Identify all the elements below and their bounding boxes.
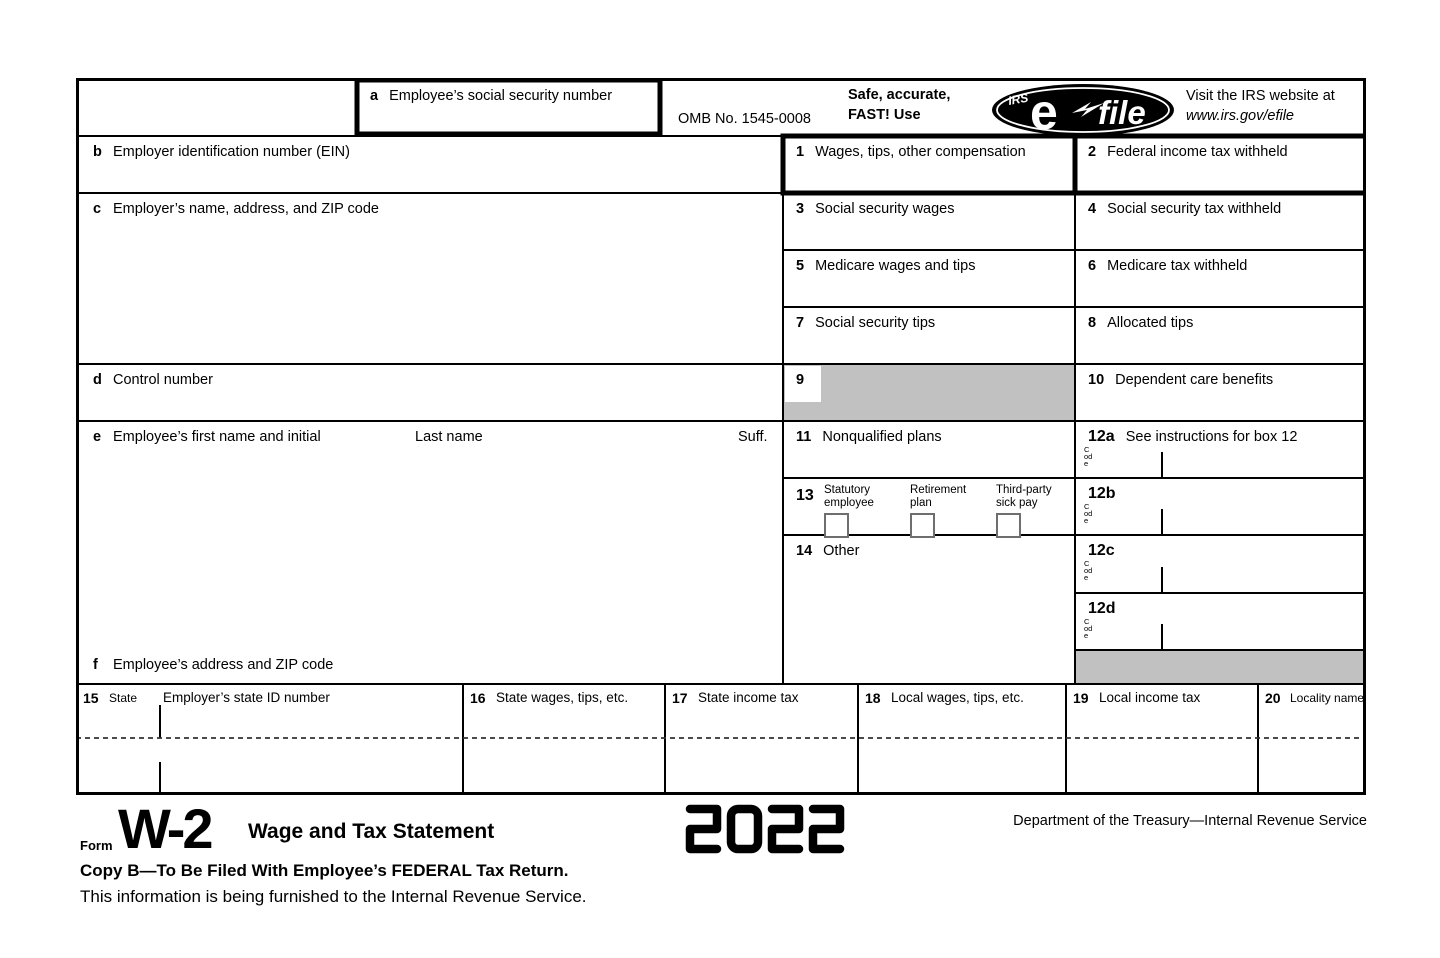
employer-state-id-label: Employer’s state ID number xyxy=(163,690,330,705)
box-number: 20 xyxy=(1265,690,1281,706)
statutory-employee-label-line2: employee xyxy=(824,496,874,509)
box-number: 13 xyxy=(796,487,814,504)
field-c-letter: c xyxy=(93,201,102,217)
box-label: Social security wages xyxy=(815,201,955,217)
box-label: Wages, tips, other compensation xyxy=(815,144,1026,160)
box-7-ss-tips[interactable] xyxy=(783,307,1075,364)
field-b-letter: b xyxy=(93,144,102,160)
box-number: 12b xyxy=(1088,485,1116,502)
box-label: See instructions for box 12 xyxy=(1125,429,1298,445)
shaded-area-bottom-right xyxy=(1075,650,1366,684)
box-number: 8 xyxy=(1088,315,1097,331)
box-label: Medicare tax withheld xyxy=(1107,258,1248,274)
efile-logo-irs-text: IRS xyxy=(1007,90,1030,108)
box-14-other[interactable] xyxy=(783,535,1075,684)
retirement-plan-label-line1: Retirement xyxy=(910,484,967,496)
box-label: Dependent care benefits xyxy=(1115,372,1274,388)
box-number: 16 xyxy=(470,690,486,706)
statutory-employee-group xyxy=(824,484,908,538)
box-13-checkboxes xyxy=(783,478,1075,535)
safe-accurate-line1: Safe, accurate, xyxy=(848,87,951,103)
field-d-control-number[interactable] xyxy=(76,364,783,421)
box-12a[interactable] xyxy=(1075,421,1366,478)
box-18-local-wages[interactable] xyxy=(858,684,1066,795)
box-3-ss-wages[interactable] xyxy=(783,193,1075,250)
box-a-ssn-field[interactable] xyxy=(357,80,660,134)
field-e-employee-name[interactable] xyxy=(76,421,783,650)
box-19-local-income-tax[interactable] xyxy=(1066,684,1258,795)
box-number: 7 xyxy=(796,315,805,331)
code-label: Code xyxy=(1084,445,1093,468)
box-label: Social security tax withheld xyxy=(1107,201,1282,217)
code-label: Code xyxy=(1084,559,1093,582)
form-word: Form xyxy=(80,838,113,853)
box-number: 1 xyxy=(796,144,805,160)
box-number: 6 xyxy=(1088,258,1097,274)
safe-accurate-line2: FAST! Use xyxy=(848,107,921,123)
last-name-label: Last name xyxy=(415,429,483,445)
box-number: 9 xyxy=(796,372,805,388)
code-divider-line xyxy=(1161,624,1163,650)
third-party-sick-pay-label-line1: Third-party xyxy=(996,484,1052,496)
form-title: Wage and Tax Statement xyxy=(248,820,495,843)
box-label: Allocated tips xyxy=(1107,315,1194,331)
department-line: Department of the Treasury—Internal Revenue Service xyxy=(1013,813,1367,829)
box-12d[interactable] xyxy=(1075,593,1366,650)
field-f-employee-address[interactable] xyxy=(76,650,783,684)
retirement-plan-label-line2: plan xyxy=(910,496,932,509)
box-number: 11 xyxy=(796,429,812,445)
box-label: State income tax xyxy=(698,690,799,705)
box-number: 12a xyxy=(1088,428,1115,445)
field-c-employer[interactable] xyxy=(76,193,783,364)
suffix-label: Suff. xyxy=(738,429,768,445)
box-a-letter: a xyxy=(370,88,379,104)
box-15-state[interactable] xyxy=(76,684,463,795)
box-label: Other xyxy=(823,543,860,559)
code-divider-line xyxy=(1161,452,1163,478)
field-d-letter: d xyxy=(93,372,102,388)
statutory-employee-label-line1: Statutory xyxy=(824,484,871,496)
furnishing-info-line: This information is being furnished to the Internal Revenue Service. xyxy=(80,887,587,906)
box-20-locality-name[interactable] xyxy=(1258,684,1366,795)
irs-efile-logo xyxy=(988,82,1178,138)
box-17-state-income-tax[interactable] xyxy=(665,684,858,795)
box-a-label: Employee’s social security number xyxy=(389,88,613,104)
box-11-nonqualified-plans[interactable] xyxy=(783,421,1075,478)
box-label: Locality name xyxy=(1290,691,1365,705)
retirement-plan-group xyxy=(910,484,994,538)
box-1-wages[interactable] xyxy=(783,136,1075,193)
box-number: 10 xyxy=(1088,372,1105,388)
year-display xyxy=(683,799,847,864)
efile-logo-file-text: file xyxy=(1098,94,1146,131)
box-number: 3 xyxy=(796,201,805,217)
box-16-state-wages[interactable] xyxy=(463,684,665,795)
visit-irs-line2: www.irs.gov/efile xyxy=(1186,108,1294,124)
omb-number: OMB No. 1545-0008 xyxy=(678,111,811,127)
box-number: 4 xyxy=(1088,201,1097,217)
visit-irs-line1: Visit the IRS website at xyxy=(1186,88,1335,104)
box-label: Social security tips xyxy=(815,315,936,331)
code-label: Code xyxy=(1084,617,1093,640)
box-number: 5 xyxy=(796,258,805,274)
field-c-label: Employer’s name, address, and ZIP code xyxy=(113,201,379,217)
box-12c[interactable] xyxy=(1075,535,1366,593)
box-number: 17 xyxy=(672,690,688,706)
box-label: Medicare wages and tips xyxy=(815,258,976,274)
field-d-label: Control number xyxy=(113,372,213,388)
code-label: Code xyxy=(1084,502,1093,525)
code-divider-line xyxy=(1161,509,1163,535)
box-5-medicare-wages[interactable] xyxy=(783,250,1075,307)
efile-logo-e-text: e xyxy=(1030,84,1058,138)
box-6-medicare-tax[interactable] xyxy=(1075,250,1366,307)
box-number: 18 xyxy=(865,690,881,706)
box-number: 14 xyxy=(796,543,813,559)
field-e-label: Employee’s first name and initial xyxy=(113,429,321,445)
field-b-label: Employer identification number (EIN) xyxy=(113,144,350,160)
box-number: 12d xyxy=(1088,600,1116,617)
copy-b-line: Copy B—To Be Filed With Employee’s FEDERAL Tax Return. xyxy=(80,861,569,880)
field-e-letter: e xyxy=(93,429,102,445)
box-label: State xyxy=(109,691,138,705)
box-number: 12c xyxy=(1088,542,1115,559)
form-number: W-2 xyxy=(118,797,211,860)
box-2-federal-tax[interactable] xyxy=(1075,136,1366,193)
box-9-shaded xyxy=(783,364,1075,421)
code-divider-line xyxy=(1161,567,1163,593)
box-label: Federal income tax withheld xyxy=(1107,144,1288,160)
field-f-letter: f xyxy=(93,657,98,673)
field-f-label: Employee’s address and ZIP code xyxy=(113,657,334,673)
third-party-sick-pay-group xyxy=(996,484,1080,538)
box-10-dependent-care[interactable] xyxy=(1075,364,1366,421)
box-8-allocated-tips[interactable] xyxy=(1075,307,1366,364)
w2-form xyxy=(76,78,1366,795)
box-label: Local income tax xyxy=(1099,690,1201,705)
box-number: 2 xyxy=(1088,144,1097,160)
box-number: 19 xyxy=(1073,690,1089,706)
box-label: State wages, tips, etc. xyxy=(496,690,629,705)
box-label: Local wages, tips, etc. xyxy=(891,690,1024,705)
box-12b[interactable] xyxy=(1075,478,1366,535)
box-label: Nonqualified plans xyxy=(822,429,942,445)
third-party-sick-pay-label-line2: sick pay xyxy=(996,496,1038,509)
box-4-ss-tax[interactable] xyxy=(1075,193,1366,250)
box-number: 15 xyxy=(83,690,99,706)
field-b-ein[interactable] xyxy=(76,136,783,193)
